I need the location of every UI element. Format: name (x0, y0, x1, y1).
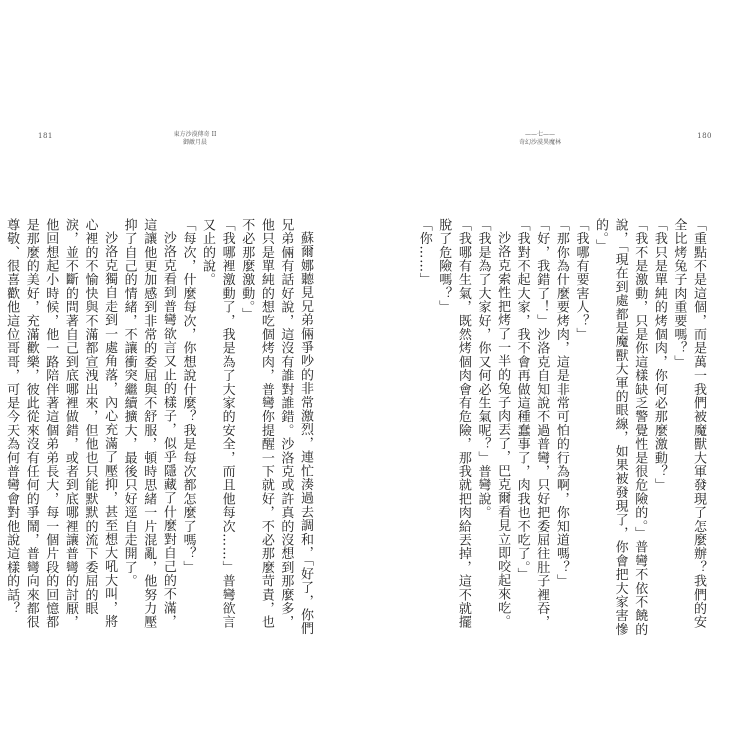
volume-subtitle: 御敵月晨 (182, 139, 207, 146)
body-text-right (416, 218, 708, 638)
paragraph: 「我哪裡激動了，我是為了大家的安全，而且他每次……」普彎欲言又止的說。 (200, 218, 235, 629)
paragraph: 「我只是單純的烤個肉，你何必那麼激動？」 (651, 218, 667, 492)
chapter-title: 奇幻沙漠異魔林 (518, 139, 561, 146)
right-page (375, 0, 750, 750)
paragraph: 沙洛克索性把烤了一半的兔子肉丟了，巴克爾看見立即咬起來吃。 (495, 231, 511, 629)
paragraph: 沙洛克看到普彎欲言又止的樣子，似乎隱藏了什麼對自己的不滿，這讓他更加感到非常的委屈與不舒服，頓時思緒一片混亂，他努力壓抑了自己的情緒，不讓衝突繼續擴大，最後只好逕自走開了。 (121, 218, 176, 629)
paragraph: 「好，我錯了！」沙洛克自知說不過普彎，只好把委屈往肚子裡吞，「我對不起大家，我不會再做這種蠢事了，肉我也不吃了。」 (514, 218, 550, 629)
running-header-left (140, 131, 250, 147)
paragraph: 「每次，什麼每次，你想說什麼？我是每次都怎麼了嗎？」 (180, 218, 196, 575)
page-number-left: 181 (38, 132, 53, 140)
series-title: 東方沙漠傳奇 II (173, 131, 217, 138)
paragraph: 「我是為了大家好，你又何必生氣呢？」普彎說。 (475, 218, 491, 520)
paragraph: 「你……」 (416, 218, 432, 287)
paragraph: 「那你為什麼要烤肉，這是非常可怕的行為啊，你知道嗎？」 (553, 218, 569, 588)
paragraph: 「重點不是這個，而是萬一我們被魔獸大軍發現了怎麼辦？我們的安全比烤兔子肉重要嗎？」 (671, 218, 706, 629)
paragraph: 「我哪有生氣，既然烤個肉會有危險，那我就把肉給丟掉，這不就擺脫了危險嗎？」 (436, 218, 471, 629)
paragraph: 「我哪有要害人？」 (573, 218, 589, 342)
running-header-right (485, 131, 595, 147)
paragraph: 蘇爾娜聽見兄弟倆爭吵的非常激烈，連忙湊過去調和，「好了，你們兄弟倆有話好說，這沒有誰對誰錯。沙洛克或許真的沒想到那麼多，他只是單純的想吃個烤肉，普彎你提醒一下就好，不必那麼苛責，也不必那麼激動。」 (239, 218, 313, 636)
page-number-right: 180 (697, 132, 712, 140)
paragraph: 沙洛克獨自走到一處角落，內心充滿了壓抑，甚至想大吼大叫，將心裡的不愉快與不滿都宣洩出來，但他也只能默默的流下委屈的眼淚，並不斷的問著自己到底哪裡做錯，或者到底哪裡讓普彎的討厭，他回想起小時候，他一路陪伴著這個弟弟長大，每一個片段的回憶都是那麼的美好，充滿歡樂，彼此從來沒有任何的爭鬧，普彎向來都很尊敬、很喜歡他這位哥哥，可是今天為何普彎會對他說這樣的話？ (4, 218, 118, 629)
chapter-number: ——七—— (524, 131, 555, 138)
body-text-left (4, 218, 315, 638)
paragraph: 「我不是激動，只是你這樣缺乏警覺性是很危險的。」普彎不依不饒的說，「現在到處都是魔獸大軍的眼線，如果被發現了，你會把大家害慘的。」 (593, 218, 648, 637)
